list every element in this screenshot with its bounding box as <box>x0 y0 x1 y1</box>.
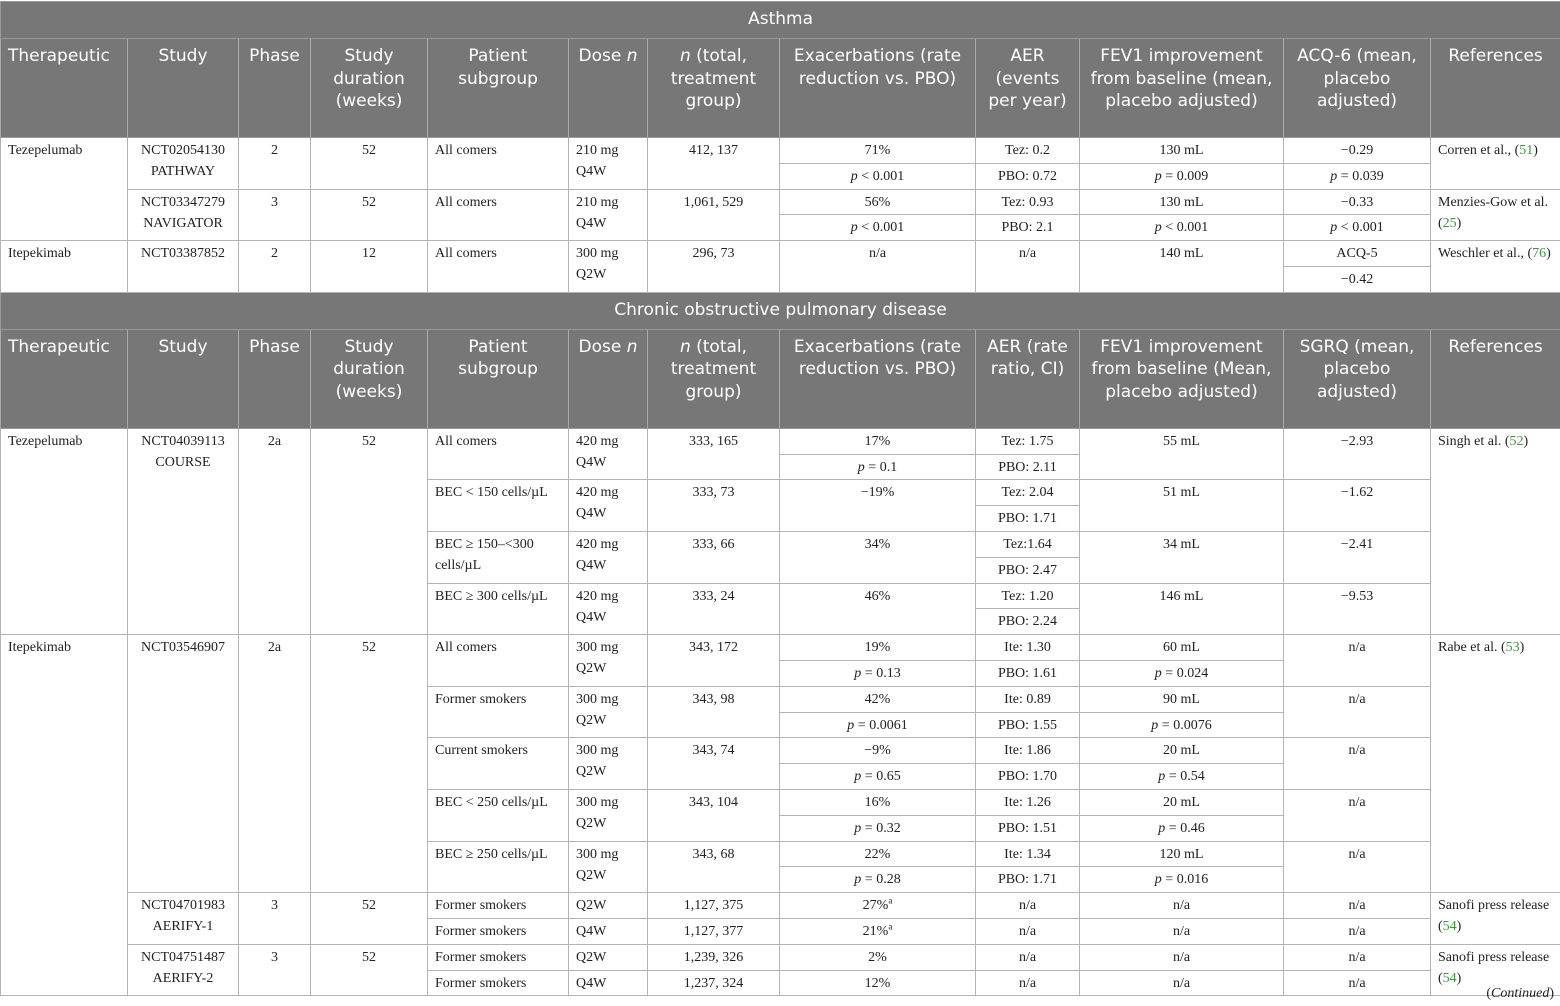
fev-cell: p = 0.46 <box>1080 815 1284 841</box>
results-table <box>0 1 1560 996</box>
study-cell: NCT04751487 AERIFY-2 <box>128 944 239 996</box>
dose-cell: Q2W <box>569 893 648 919</box>
table-row <box>1 428 1560 454</box>
phase-cell: 2a <box>239 635 311 893</box>
column-header-fev1: FEV1 improvement from baseline (mean, placebo adjusted) <box>1080 39 1284 138</box>
score-cell: n/a <box>1284 635 1431 687</box>
n-cell: 1,127, 375 <box>648 893 780 919</box>
fev-cell: p < 0.001 <box>1080 215 1284 241</box>
fev-cell: 20 mL <box>1080 738 1284 764</box>
score-cell: −1.62 <box>1284 480 1431 532</box>
score-cell: n/a <box>1284 686 1431 738</box>
continued-note: (Continued) <box>1486 986 1554 1001</box>
reference-cell: Singh et al. (52) <box>1431 428 1560 634</box>
fev-cell: p = 0.0076 <box>1080 712 1284 738</box>
aer-cell: PBO: 1.71 <box>976 506 1080 532</box>
column-header-exacerbations: Exacerbations (rate reduction vs. PBO) <box>780 329 976 428</box>
aer-cell: Tez: 1.75 <box>976 428 1080 454</box>
dose-cell: 300 mg Q2W <box>569 841 648 893</box>
column-header-duration: Study duration (weeks) <box>311 39 428 138</box>
table-row <box>1 241 1560 267</box>
subgroup-cell: Former smokers <box>428 893 569 919</box>
phase-cell: 3 <box>239 893 311 945</box>
duration-cell: 52 <box>311 428 428 634</box>
exac-cell: p = 0.28 <box>780 867 976 893</box>
subgroup-cell: All comers <box>428 138 569 190</box>
fev-cell: 140 mL <box>1080 241 1284 293</box>
duration-cell: 12 <box>311 241 428 293</box>
fev-cell: p = 0.54 <box>1080 764 1284 790</box>
therapeutic-cell: Itepekimab <box>1 635 128 996</box>
column-header-references: References <box>1431 329 1560 428</box>
aer-cell: PBO: 1.70 <box>976 764 1080 790</box>
exac-cell: 12% <box>780 970 976 996</box>
reference-cell: Sanofi press release (54) <box>1431 944 1560 996</box>
dose-cell: 300 mg Q2W <box>569 738 648 790</box>
dose-cell: Q4W <box>569 918 648 944</box>
reference-cell: Corren et al., (51) <box>1431 138 1560 190</box>
score-cell: −2.93 <box>1284 428 1431 480</box>
exac-cell: 71% <box>780 138 976 164</box>
column-header-references: References <box>1431 39 1560 138</box>
column-header-patient-subgroup: Patient subgroup <box>428 39 569 138</box>
n-cell: 343, 74 <box>648 738 780 790</box>
table-row <box>1 138 1560 164</box>
score-cell: −2.41 <box>1284 531 1431 583</box>
fev-cell: 146 mL <box>1080 583 1284 635</box>
subgroup-cell: Current smokers <box>428 738 569 790</box>
exac-cell: p = 0.0061 <box>780 712 976 738</box>
table-row <box>1 189 1560 215</box>
score-cell: −0.29 <box>1284 138 1431 164</box>
n-cell: 1,239, 326 <box>648 944 780 970</box>
phase-cell: 3 <box>239 189 311 241</box>
column-header-duration: Study duration (weeks) <box>311 329 428 428</box>
aer-cell: Ite: 1.26 <box>976 789 1080 815</box>
subgroup-cell: BEC ≥ 300 cells/µL <box>428 583 569 635</box>
column-header-aer: AER (rate ratio, CI) <box>976 329 1080 428</box>
study-cell: NCT02054130 PATHWAY <box>128 138 239 190</box>
study-cell: NCT03546907 <box>128 635 239 893</box>
dose-cell: 420 mg Q4W <box>569 480 648 532</box>
score-cell: n/a <box>1284 918 1431 944</box>
exac-cell: 21%$^a$ <box>780 918 976 944</box>
exac-cell: 56% <box>780 189 976 215</box>
exac-cell: p < 0.001 <box>780 163 976 189</box>
aer-cell: Tez:1.64 <box>976 531 1080 557</box>
exac-cell: −19% <box>780 480 976 532</box>
fev-cell: p = 0.009 <box>1080 163 1284 189</box>
study-cell: NCT04039113 COURSE <box>128 428 239 634</box>
fev-cell: n/a <box>1080 970 1284 996</box>
duration-cell: 52 <box>311 635 428 893</box>
aer-cell: PBO: 2.11 <box>976 454 1080 480</box>
exac-cell: 22% <box>780 841 976 867</box>
column-header-score: SGRQ (mean, placebo adjusted) <box>1284 329 1431 428</box>
reference-link[interactable]: 53 <box>1505 640 1520 656</box>
therapeutic-cell: Tezepelumab <box>1 138 128 241</box>
n-cell: 412, 137 <box>648 138 780 190</box>
subgroup-cell: Former smokers <box>428 944 569 970</box>
aer-cell: Ite: 1.30 <box>976 635 1080 661</box>
subgroup-cell: All comers <box>428 189 569 241</box>
aer-cell: PBO: 1.61 <box>976 660 1080 686</box>
column-header-phase: Phase <box>239 329 311 428</box>
aer-cell: PBO: 1.51 <box>976 815 1080 841</box>
duration-cell: 52 <box>311 189 428 241</box>
n-cell: 343, 98 <box>648 686 780 738</box>
table-row <box>1 635 1560 661</box>
aer-cell: n/a <box>976 944 1080 970</box>
column-header-therapeutic: Therapeutic <box>1 39 128 138</box>
n-cell: 333, 165 <box>648 428 780 480</box>
aer-cell: Ite: 1.34 <box>976 841 1080 867</box>
n-cell: 333, 24 <box>648 583 780 635</box>
n-cell: 333, 66 <box>648 531 780 583</box>
score-cell: n/a <box>1284 970 1431 996</box>
exac-cell: n/a <box>780 241 976 293</box>
duration-cell: 52 <box>311 944 428 996</box>
fev-cell: 60 mL <box>1080 635 1284 661</box>
column-header-dose: Dose n <box>569 39 648 138</box>
dose-cell: 300 mg Q2W <box>569 686 648 738</box>
score-cell: −9.53 <box>1284 583 1431 635</box>
subgroup-cell: All comers <box>428 428 569 480</box>
reference-cell: Sanofi press release (54) <box>1431 893 1560 945</box>
duration-cell: 52 <box>311 893 428 945</box>
subgroup-cell: Former smokers <box>428 970 569 996</box>
subgroup-cell: All comers <box>428 241 569 293</box>
exac-cell: 17% <box>780 428 976 454</box>
column-header-n-total: n (total, treatment group) <box>648 39 780 138</box>
exac-cell: 46% <box>780 583 976 635</box>
score-cell: n/a <box>1284 893 1431 919</box>
fev-cell: n/a <box>1080 893 1284 919</box>
aer-cell: Ite: 1.86 <box>976 738 1080 764</box>
subgroup-cell: BEC ≥ 150–<300 cells/µL <box>428 531 569 583</box>
exac-cell: −9% <box>780 738 976 764</box>
score-cell: −0.33 <box>1284 189 1431 215</box>
n-cell: 343, 68 <box>648 841 780 893</box>
column-header-aer: AER (events per year) <box>976 39 1080 138</box>
exac-cell: 2% <box>780 944 976 970</box>
aer-cell: Tez: 0.2 <box>976 138 1080 164</box>
dose-cell: 300 mg Q2W <box>569 635 648 687</box>
aer-cell: PBO: 2.24 <box>976 609 1080 635</box>
phase-cell: 2 <box>239 138 311 190</box>
table-row <box>1 944 1560 970</box>
aer-cell: n/a <box>976 241 1080 293</box>
fev-cell: 55 mL <box>1080 428 1284 480</box>
score-cell: n/a <box>1284 944 1431 970</box>
n-cell: 1,127, 377 <box>648 918 780 944</box>
aer-cell: PBO: 1.71 <box>976 867 1080 893</box>
reference-cell: Rabe et al. (53) <box>1431 635 1560 893</box>
section-banner: Chronic obstructive pulmonary disease <box>1 292 1560 329</box>
fev-cell: 130 mL <box>1080 189 1284 215</box>
column-header-dose: Dose n <box>569 329 648 428</box>
reference-link[interactable]: 54 <box>1442 919 1457 935</box>
n-cell: 343, 104 <box>648 789 780 841</box>
fev-cell: 130 mL <box>1080 138 1284 164</box>
n-cell: 343, 172 <box>648 635 780 687</box>
subgroup-cell: Former smokers <box>428 686 569 738</box>
subgroup-cell: BEC ≥ 250 cells/µL <box>428 841 569 893</box>
dose-cell: 210 mg Q4W <box>569 138 648 190</box>
aer-cell: PBO: 2.1 <box>976 215 1080 241</box>
exac-cell: p < 0.001 <box>780 215 976 241</box>
study-cell: NCT04701983 AERIFY-1 <box>128 893 239 945</box>
dose-cell: 300 mg Q2W <box>569 241 648 293</box>
fev-cell: n/a <box>1080 918 1284 944</box>
n-cell: 333, 73 <box>648 480 780 532</box>
fev-cell: 120 mL <box>1080 841 1284 867</box>
dose-cell: 420 mg Q4W <box>569 428 648 480</box>
score-cell: −0.42 <box>1284 266 1431 292</box>
subgroup-cell: Former smokers <box>428 918 569 944</box>
reference-cell: Menzies-Gow et al. (25) <box>1431 189 1560 241</box>
column-header-phase: Phase <box>239 39 311 138</box>
column-header-n-total: n (total, treatment group) <box>648 329 780 428</box>
column-header-fev1: FEV1 improvement from baseline (Mean, placebo adjusted) <box>1080 329 1284 428</box>
exac-cell: p = 0.65 <box>780 764 976 790</box>
fev-cell: 51 mL <box>1080 480 1284 532</box>
exac-cell: 27%$^a$ <box>780 893 976 919</box>
score-cell: p = 0.039 <box>1284 163 1431 189</box>
therapeutic-cell: Itepekimab <box>1 241 128 293</box>
study-cell: NCT03347279 NAVIGATOR <box>128 189 239 241</box>
exac-cell: p = 0.13 <box>780 660 976 686</box>
dose-cell: 420 mg Q4W <box>569 531 648 583</box>
dose-cell: 210 mg Q4W <box>569 189 648 241</box>
aer-cell: Tez: 2.04 <box>976 480 1080 506</box>
score-cell: ACQ-5 <box>1284 241 1431 267</box>
aer-cell: Tez: 0.93 <box>976 189 1080 215</box>
therapeutic-cell: Tezepelumab <box>1 428 128 634</box>
aer-cell: Ite: 0.89 <box>976 686 1080 712</box>
column-header-therapeutic: Therapeutic <box>1 329 128 428</box>
dose-cell: Q4W <box>569 970 648 996</box>
score-cell: p < 0.001 <box>1284 215 1431 241</box>
aer-cell: n/a <box>976 918 1080 944</box>
fev-cell: n/a <box>1080 944 1284 970</box>
column-header-study: Study <box>128 329 239 428</box>
n-cell: 296, 73 <box>648 241 780 293</box>
n-cell: 1,237, 324 <box>648 970 780 996</box>
fev-cell: p = 0.024 <box>1080 660 1284 686</box>
dose-cell: 300 mg Q2W <box>569 789 648 841</box>
section-banner: Asthma <box>1 2 1560 39</box>
exac-cell: p = 0.1 <box>780 454 976 480</box>
score-cell: n/a <box>1284 738 1431 790</box>
aer-cell: n/a <box>976 970 1080 996</box>
duration-cell: 52 <box>311 138 428 190</box>
column-header-patient-subgroup: Patient subgroup <box>428 329 569 428</box>
subgroup-cell: BEC < 250 cells/µL <box>428 789 569 841</box>
column-header-exacerbations: Exacerbations (rate reduction vs. PBO) <box>780 39 976 138</box>
fev-cell: p = 0.016 <box>1080 867 1284 893</box>
reference-link[interactable]: 52 <box>1509 433 1524 449</box>
score-cell: n/a <box>1284 789 1431 841</box>
reference-link[interactable]: 54 <box>1442 970 1457 986</box>
reference-link[interactable]: 76 <box>1532 246 1547 262</box>
subgroup-cell: BEC < 150 cells/µL <box>428 480 569 532</box>
reference-link[interactable]: 51 <box>1519 143 1534 158</box>
phase-cell: 3 <box>239 944 311 996</box>
phase-cell: 2 <box>239 241 311 293</box>
exac-cell: p = 0.32 <box>780 815 976 841</box>
subgroup-cell: All comers <box>428 635 569 687</box>
table-row <box>1 893 1560 919</box>
phase-cell: 2a <box>239 428 311 634</box>
aer-cell: n/a <box>976 893 1080 919</box>
fev-cell: 20 mL <box>1080 789 1284 815</box>
score-cell: n/a <box>1284 841 1431 893</box>
column-header-study: Study <box>128 39 239 138</box>
reference-link[interactable]: 25 <box>1442 215 1457 231</box>
aer-cell: PBO: 2.47 <box>976 557 1080 583</box>
exac-cell: 16% <box>780 789 976 815</box>
dose-cell: Q2W <box>569 944 648 970</box>
reference-cell: Weschler et al., (76) <box>1431 241 1560 293</box>
dose-cell: 420 mg Q4W <box>569 583 648 635</box>
exac-cell: 19% <box>780 635 976 661</box>
fev-cell: 90 mL <box>1080 686 1284 712</box>
fev-cell: 34 mL <box>1080 531 1284 583</box>
column-header-score: ACQ-6 (mean, placebo adjusted) <box>1284 39 1431 138</box>
n-cell: 1,061, 529 <box>648 189 780 241</box>
aer-cell: PBO: 0.72 <box>976 163 1080 189</box>
exac-cell: 42% <box>780 686 976 712</box>
aer-cell: Tez: 1.20 <box>976 583 1080 609</box>
aer-cell: PBO: 1.55 <box>976 712 1080 738</box>
exac-cell: 34% <box>780 531 976 583</box>
study-cell: NCT03387852 <box>128 241 239 293</box>
